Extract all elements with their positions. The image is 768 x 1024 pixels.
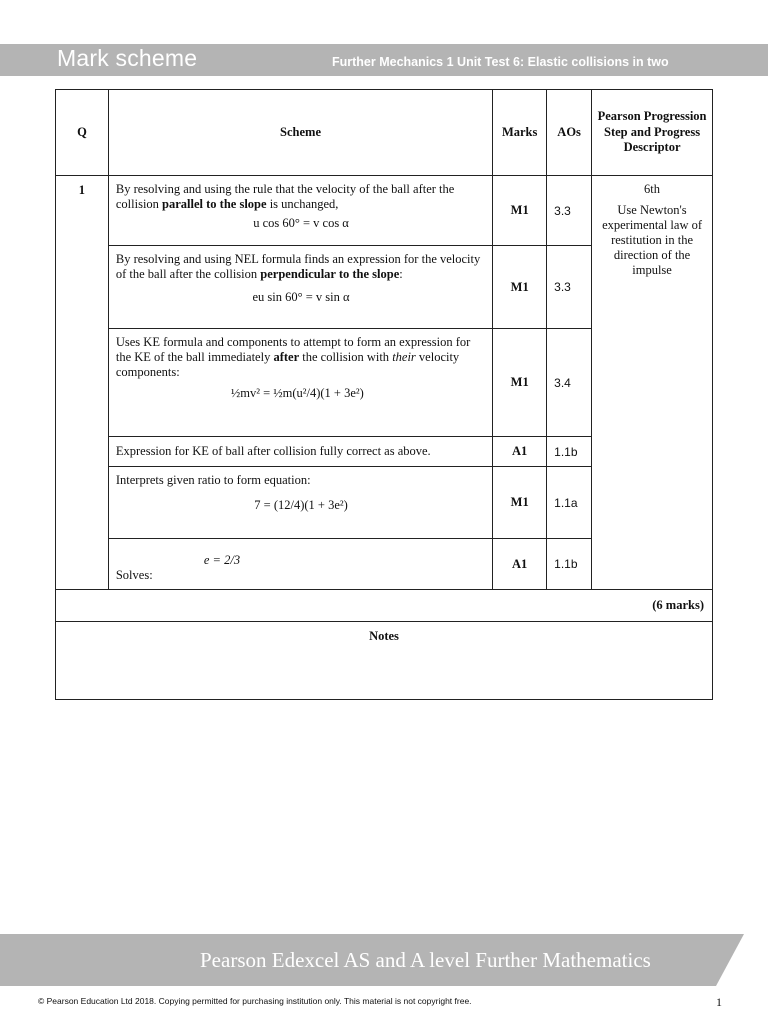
equation-text: ½mv² = ½m(u²/4)(1 + 3e²): [230, 386, 364, 400]
page-subtitle: Further Mechanics 1 Unit Test 6: Elastic collisions in two: [332, 55, 669, 69]
notes-row: [56, 622, 713, 700]
scheme-text: Solves:: [115, 568, 153, 582]
scheme-text: :: [399, 267, 403, 281]
equation: [116, 386, 486, 401]
scheme-text: By resolving and using NEL formula finds an expression for the velocity of the ball after the collision: [115, 252, 481, 281]
question-number: 1: [56, 176, 109, 590]
equation-text: 7 = (12/4)(1 + 3e²): [254, 498, 348, 512]
progression-cell: [592, 176, 713, 590]
mark-scheme-table: [55, 89, 713, 700]
header-progression: Pearson Progression Step and Progress Descriptor: [592, 90, 713, 176]
progression-descriptor: Use Newton's experimental law of restitution in the direction of the impulse: [602, 203, 703, 277]
equation-text: u cos 60° = v cos α: [253, 216, 349, 230]
scheme-text: Uses KE formula and components to attempt to form an expression for the KE of the ball immediately: [115, 335, 471, 364]
ao-cell: 3.4: [547, 329, 592, 437]
mark-cell: M1: [493, 329, 547, 437]
mark-cell: M1: [493, 176, 547, 246]
mark-cell: M1: [493, 246, 547, 329]
scheme-cell: [108, 176, 492, 246]
mark-cell: M1: [493, 467, 547, 539]
header-aos: AOs: [547, 90, 592, 176]
header-scheme: Scheme: [108, 90, 492, 176]
mark-cell: A1: [493, 437, 547, 467]
scheme-text: is unchanged,: [266, 197, 339, 211]
scheme-cell: [108, 467, 492, 539]
mark-cell: A1: [493, 539, 547, 590]
header-q: Q: [56, 90, 109, 176]
ao-cell: 1.1a: [547, 467, 592, 539]
equation: [116, 290, 486, 305]
scheme-bold-text: after: [273, 350, 300, 364]
total-marks: (6 marks): [56, 590, 713, 622]
scheme-bold-text: parallel to the slope: [162, 197, 267, 211]
scheme-cell: [108, 539, 492, 590]
table-row: [56, 176, 713, 246]
footer-title: Pearson Edexcel AS and A level Further Mathematics: [200, 948, 651, 972]
equation: [116, 498, 486, 513]
notes-label: Notes: [56, 622, 713, 700]
ao-cell: 1.1b: [547, 437, 592, 467]
page-title: Mark scheme: [57, 45, 198, 71]
total-row: [56, 590, 713, 622]
equation: [116, 216, 486, 231]
scheme-text: velocity components:: [115, 350, 460, 379]
scheme-cell: [108, 329, 492, 437]
ao-cell: 3.3: [547, 176, 592, 246]
copyright-notice: © Pearson Education Ltd 2018. Copying permitted for purchasing institution only. This material is not copyright free.: [38, 996, 472, 1006]
scheme-italic-text: their: [392, 350, 416, 364]
scheme-text: Interprets given ratio to form equation:: [115, 473, 311, 487]
scheme-text: Expression for KE of ball after collision fully correct as above.: [115, 444, 431, 458]
ao-cell: 1.1b: [547, 539, 592, 590]
progression-step: 6th: [644, 182, 661, 196]
page-number: 1: [716, 995, 722, 1009]
scheme-bold-text: perpendicular to the slope: [260, 267, 400, 281]
scheme-text: By resolving and using the rule that the velocity of the ball after the collision: [115, 182, 455, 211]
scheme-cell: [108, 246, 492, 329]
equation-text: eu sin 60° = v sin α: [252, 290, 350, 304]
ao-cell: 3.3: [547, 246, 592, 329]
equation: [204, 553, 240, 568]
header-marks: Marks: [493, 90, 547, 176]
scheme-cell: [108, 437, 492, 467]
scheme-text: the collision with: [299, 350, 393, 364]
equation-text: e = 2/3: [203, 553, 241, 567]
table-header-row: [56, 90, 713, 176]
